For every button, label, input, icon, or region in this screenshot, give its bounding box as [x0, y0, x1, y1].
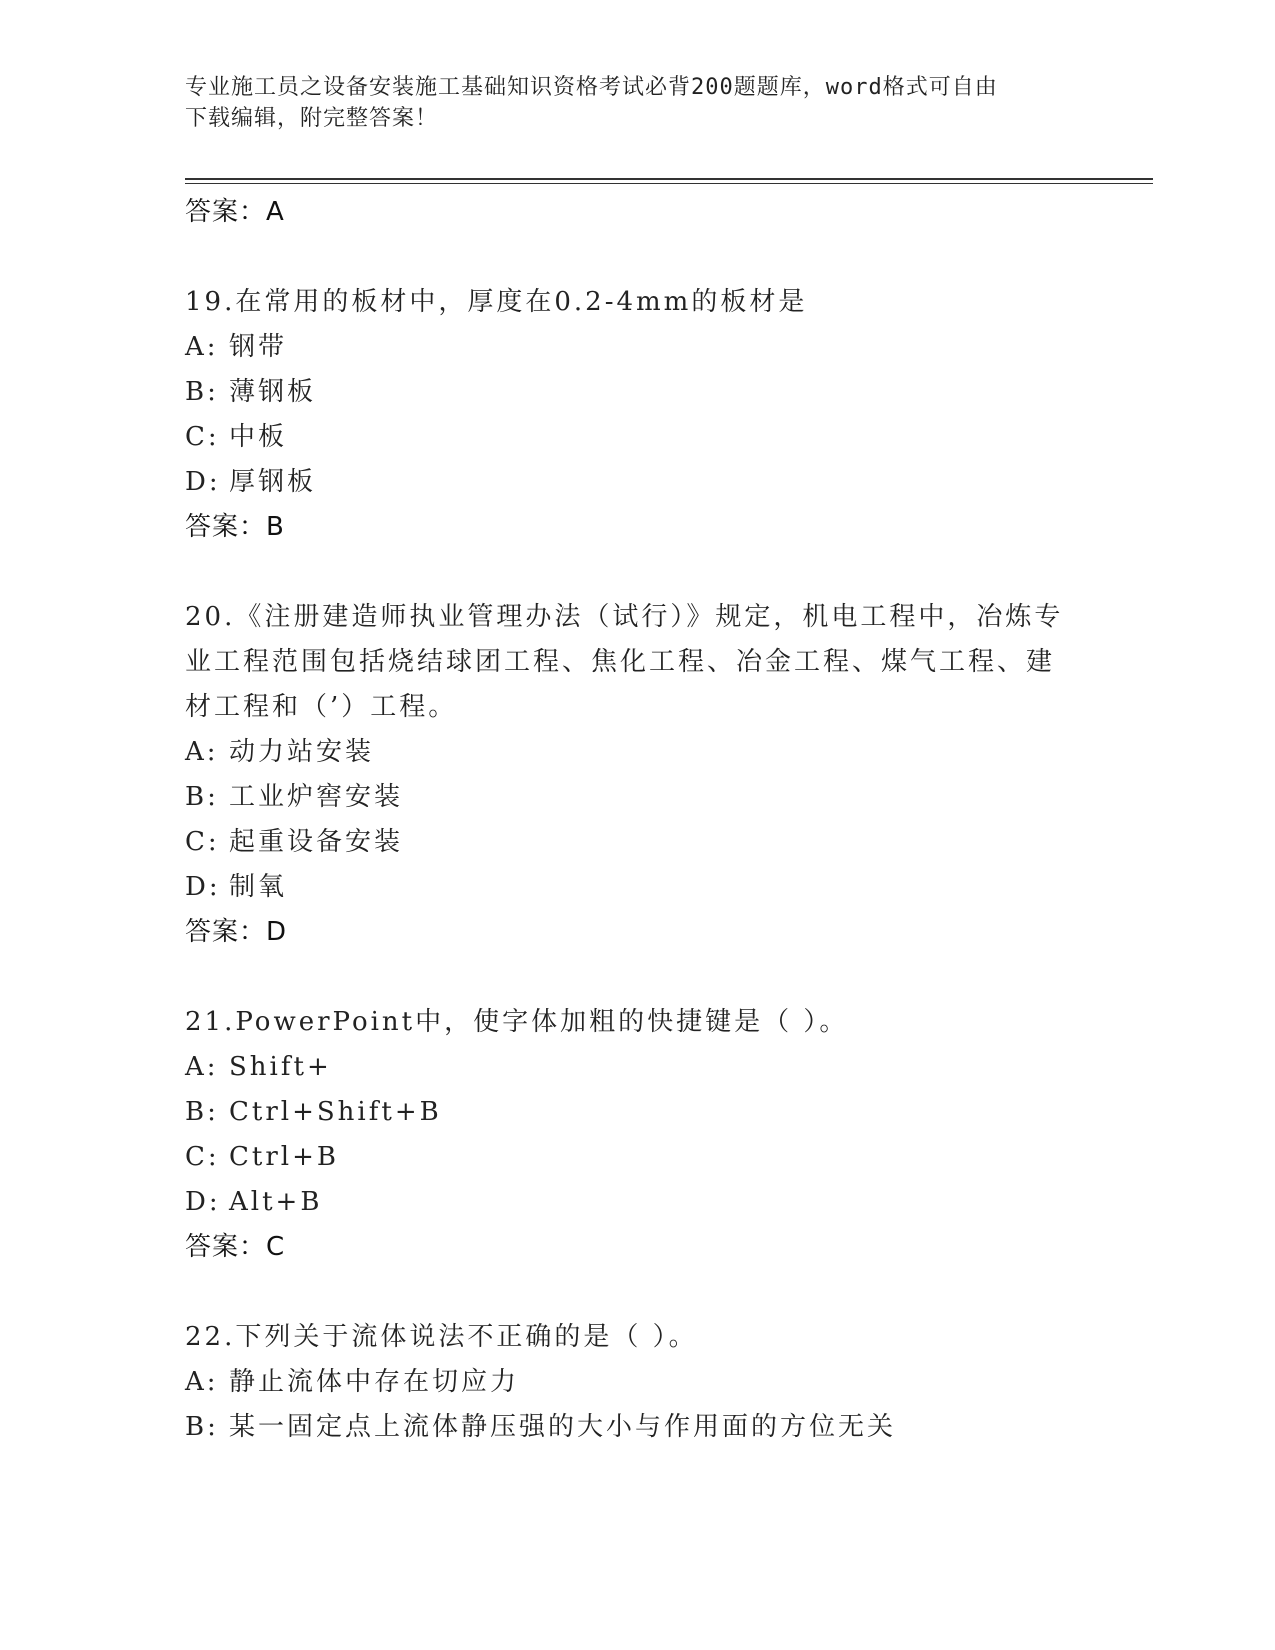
option-a [185, 325, 1085, 370]
option-b [185, 1090, 1085, 1135]
option-text: 中板 [229, 422, 288, 452]
option-letter: B: [185, 1412, 219, 1442]
question-stem: 19.在常用的板材中，厚度在0.2-4mm的板材是 [185, 287, 808, 317]
option-letter: A: [185, 737, 219, 767]
option-b [185, 370, 1085, 415]
option-letter: D: [185, 872, 221, 902]
option-c [185, 1135, 1085, 1180]
option-text: 起重设备安装 [229, 827, 404, 857]
option-b [185, 775, 1085, 820]
option-letter: B: [185, 377, 219, 407]
document-header [185, 72, 1065, 134]
question-stem: 22.下列关于流体说法不正确的是（ ）。 [185, 1322, 698, 1352]
option-letter: B: [185, 782, 219, 812]
option-a [185, 1360, 1085, 1405]
question-stem-line-3: 材工程和（’）工程。 [185, 692, 458, 722]
spacer [185, 955, 1085, 1000]
option-letter: A: [185, 1367, 219, 1397]
question-stem: 21.PowerPoint中，使字体加粗的快捷键是（ ）。 [185, 1007, 849, 1037]
option-text: 动力站安装 [229, 737, 375, 767]
header-line-1: 专业施工员之设备安装施工基础知识资格考试必背200题题库，word格式可自由 [185, 75, 998, 100]
answer-label: 答案： [185, 197, 267, 227]
option-letter: D: [185, 467, 221, 497]
option-text: 工业炉窖安装 [229, 782, 404, 812]
header-line-2: 下载编辑，附完整答案！ [185, 106, 439, 131]
answer-label: 答案： [185, 917, 267, 947]
spacer [185, 550, 1085, 595]
option-text: 钢带 [229, 332, 288, 362]
option-text: Alt+B [229, 1187, 323, 1217]
spacer [185, 1270, 1085, 1315]
option-text: Ctrl+Shift+B [229, 1097, 442, 1127]
header-divider-thick [185, 178, 1153, 180]
option-text: 静止流体中存在切应力 [229, 1367, 520, 1397]
question-21 [185, 1000, 1085, 1270]
option-c [185, 820, 1085, 865]
question-19 [185, 280, 1085, 550]
question-20 [185, 595, 1085, 955]
answer-value: B [266, 512, 285, 542]
option-letter: B: [185, 1097, 219, 1127]
option-letter: A: [185, 332, 219, 362]
option-text: Shift+ [229, 1052, 332, 1082]
answer-value: D [266, 917, 288, 947]
answer-value: C [266, 1232, 286, 1262]
option-text: Ctrl+B [229, 1142, 339, 1172]
header-divider-thin [185, 183, 1153, 184]
option-letter: C: [185, 1142, 220, 1172]
answer-line [185, 505, 1085, 550]
option-b [185, 1405, 1085, 1450]
option-d [185, 1180, 1085, 1225]
answer-line-q18 [185, 190, 1085, 235]
option-text: 薄钢板 [229, 377, 317, 407]
question-stem-line-1: 20.《注册建造师执业管理办法（试行）》规定，机电工程中，冶炼专 [185, 602, 1064, 632]
option-text: 某一固定点上流体静压强的大小与作用面的方位无关 [229, 1412, 897, 1442]
question-22 [185, 1315, 1085, 1450]
answer-line [185, 1225, 1085, 1270]
answer-line [185, 910, 1085, 955]
option-d [185, 865, 1085, 910]
option-text: 制氧 [229, 872, 288, 902]
option-c [185, 415, 1085, 460]
option-d [185, 460, 1085, 505]
answer-label: 答案： [185, 1232, 267, 1262]
question-stem-line-2: 业工程范围包括烧结球团工程、焦化工程、冶金工程、煤气工程、建 [185, 647, 1056, 677]
option-letter: C: [185, 827, 220, 857]
document-content [185, 190, 1085, 1450]
answer-value: A [266, 197, 285, 227]
answer-label: 答案： [185, 512, 267, 542]
option-letter: D: [185, 1187, 221, 1217]
option-a [185, 1045, 1085, 1090]
option-a [185, 730, 1085, 775]
option-letter: A: [185, 1052, 219, 1082]
spacer [185, 235, 1085, 280]
option-letter: C: [185, 422, 220, 452]
option-text: 厚钢板 [229, 467, 317, 497]
